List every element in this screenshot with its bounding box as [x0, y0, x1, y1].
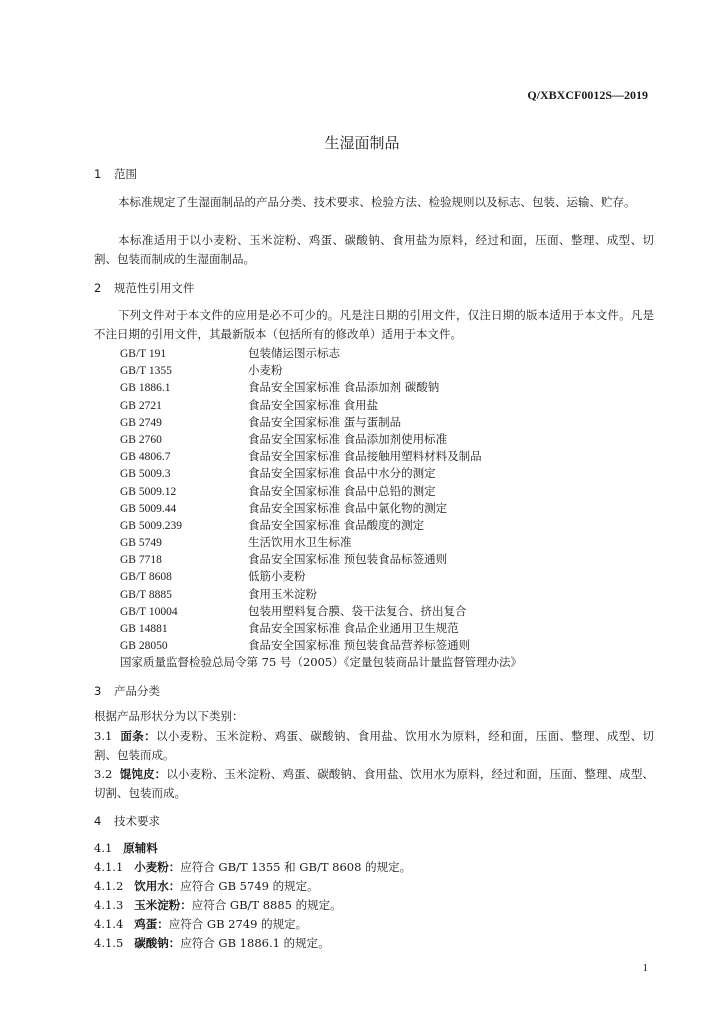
reference-title: 食品安全国家标准 食品接触用塑料材料及制品: [248, 449, 482, 464]
reference-row: [120, 379, 522, 396]
reference-title: 食品安全国家标准 预包装食品营养标签通则: [248, 638, 471, 653]
reference-code: GB 7718: [120, 554, 162, 567]
reference-code: GB 1886.1: [120, 382, 171, 395]
section-1-paragraph-1: 本标准规定了生湿面制品的产品分类、技术要求、检验方法、检验规则以及标志、包装、运输、贮存。: [118, 195, 636, 209]
reference-title: 食品安全国家标准 食品中总铅的测定: [248, 483, 436, 498]
clause-title: 原辅料: [123, 841, 158, 855]
reference-row: [120, 448, 522, 465]
reference-title: 包装用塑料复合膜、袋干法复合、挤出复合: [248, 603, 467, 618]
section-3-heading: [94, 683, 160, 699]
reference-row: [120, 620, 522, 637]
clause-text: 应符合 GB/T 1355 和 GB/T 8608 的规定。: [180, 860, 412, 874]
reference-row: [120, 483, 522, 500]
section-3-intro: 根据产品形状分为以下类别：: [94, 709, 244, 723]
clause-text: 以小麦粉、玉米淀粉、鸡蛋、碳酸钠、食用盐、饮用水为原料，经过和面，压面、整理、成型、切割、包装而成。: [94, 767, 655, 800]
reference-code: GB 5749: [120, 537, 162, 550]
clause-4-1-2: [94, 878, 319, 894]
reference-row: [120, 500, 522, 517]
clause-number: 4.1.1: [94, 860, 124, 874]
reference-row: [120, 568, 522, 585]
clause-number: 3.2: [94, 767, 113, 781]
reference-title: 食品安全国家标准 食品添加剂 碳酸钠: [248, 380, 440, 395]
reference-row: [120, 586, 522, 603]
clause-number: 4.1.2: [94, 879, 124, 893]
reference-title: 食品安全国家标准 食品中水分的测定: [248, 466, 436, 481]
reference-code: GB 5009.3: [120, 468, 171, 481]
clause-4-1-4: [94, 916, 307, 932]
reference-title: 食品安全国家标准 预包装食品标签通则: [248, 552, 448, 567]
reference-code: GB 14881: [120, 623, 168, 635]
section-number: 2: [94, 281, 102, 295]
reference-title: 低筋小麦粉: [248, 569, 306, 584]
reference-row: [120, 431, 522, 448]
section-1-paragraph-2: 本标准适用于以小麦粉、玉米淀粉、鸡蛋、碳酸钠、食用盐为原料，经过和面，压面、整理、成型、切割、包装而制成的生湿面制品。: [94, 233, 654, 266]
reference-title: 小麦粉: [248, 363, 283, 378]
reference-title: 食品安全国家标准 蛋与蛋制品: [248, 414, 402, 429]
reference-row: [120, 603, 522, 620]
reference-code: GB 5009.239: [120, 519, 182, 532]
section-number: 3: [94, 684, 102, 698]
clause-number: 4.1: [94, 841, 113, 855]
reference-title: 食品安全国家标准 食品中氯化物的测定: [248, 500, 448, 515]
reference-code: GB/T 1355: [120, 365, 172, 378]
clause-label: 馄饨皮：: [119, 767, 167, 781]
clause-label: 小麦粉：: [134, 860, 181, 874]
clause-text: 应符合 GB 1886.1 的规定。: [180, 936, 330, 950]
clause-number: 3.1: [94, 729, 113, 743]
normative-references-list: [120, 345, 522, 672]
reference-title: 生活饮用水卫生标准: [248, 535, 352, 550]
reference-row: [120, 517, 522, 534]
section-title: 规范性引用文件: [114, 281, 195, 295]
section-title: 技术要求: [114, 814, 160, 828]
clause-4-1-5: [94, 935, 330, 951]
reference-code: GB 5009.12: [120, 485, 177, 498]
page-number: 1: [642, 962, 648, 974]
standard-code: Q/XBXCF0012S—2019: [527, 88, 648, 102]
reference-code: GB 2749: [120, 416, 162, 429]
clause-label: 碳酸钠：: [134, 936, 181, 950]
page-title: 生湿面制品: [324, 134, 400, 152]
clause-3-1: [94, 727, 654, 765]
reference-title: 食品安全国家标准 食品酸度的测定: [248, 517, 425, 532]
clause-4-1-heading: [94, 840, 158, 856]
clause-3-2: [94, 765, 654, 803]
reference-row: [120, 345, 522, 362]
reference-title: 包装储运图示标志: [248, 346, 340, 360]
clause-label: 玉米淀粉：: [134, 898, 192, 912]
section-title: 产品分类: [114, 684, 160, 698]
reference-note: 国家质量监督检验总局令第 75 号（2005）《定量包装商品计量监督管理办法》: [120, 655, 522, 670]
section-4-heading: [94, 813, 160, 829]
reference-title: 食品安全国家标准 食品添加剂使用标准: [248, 431, 448, 446]
clause-number: 4.1.3: [94, 898, 124, 912]
reference-code: GB 2721: [120, 399, 162, 412]
section-1-heading: [94, 166, 137, 182]
reference-title: 食品安全国家标准 食用盐: [248, 397, 379, 412]
reference-code: GB/T 10004: [120, 605, 178, 618]
clause-text: 应符合 GB 2749 的规定。: [168, 917, 308, 931]
reference-code: GB 4806.7: [120, 451, 171, 464]
reference-row: [120, 465, 522, 482]
section-2-heading: [94, 280, 195, 296]
clause-number: 4.1.5: [94, 936, 124, 950]
reference-title: 食用玉米淀粉: [248, 586, 317, 601]
reference-code: GB/T 8608: [120, 571, 172, 584]
reference-row: [120, 637, 522, 654]
section-2-paragraph-1: 下列文件对于本文件的应用是必不可少的。凡是注日期的引用文件，仅注日期的版本适用于本文件。凡是不注日期的引用文件，其最新版本（包括所有的修改单）适用于本文件。: [94, 308, 654, 341]
clause-text: 以小麦粉、玉米淀粉、鸡蛋、碳酸钠、食用盐、饮用水为原料，经和面，压面、整理、成型、切割、包装而成。: [94, 729, 655, 762]
reference-row: [120, 362, 522, 379]
clause-4-1-3: [94, 897, 342, 913]
reference-title: 食品安全国家标准 食品企业通用卫生规范: [248, 621, 459, 635]
reference-row: [120, 551, 522, 568]
reference-row: [120, 534, 522, 551]
clause-label: 饮用水：: [134, 879, 181, 893]
clause-4-1-1: [94, 859, 411, 875]
clause-text: 应符合 GB/T 8885 的规定。: [191, 898, 342, 912]
reference-code: GB 5009.44: [120, 502, 177, 515]
clause-number: 4.1.4: [94, 917, 124, 931]
reference-row: [120, 397, 522, 414]
reference-code: GB 2760: [120, 433, 162, 446]
clause-label: 鸡蛋：: [134, 917, 169, 931]
reference-code: GB 28050: [120, 640, 168, 653]
section-number: 4: [94, 814, 102, 828]
clause-label: 面条：: [120, 729, 156, 743]
reference-row: [120, 414, 522, 431]
section-title: 范围: [114, 167, 137, 181]
reference-code: GB/T 191: [120, 348, 167, 360]
reference-code: GB/T 8885: [120, 588, 172, 601]
section-number: 1: [94, 167, 102, 181]
clause-text: 应符合 GB 5749 的规定。: [180, 879, 319, 893]
